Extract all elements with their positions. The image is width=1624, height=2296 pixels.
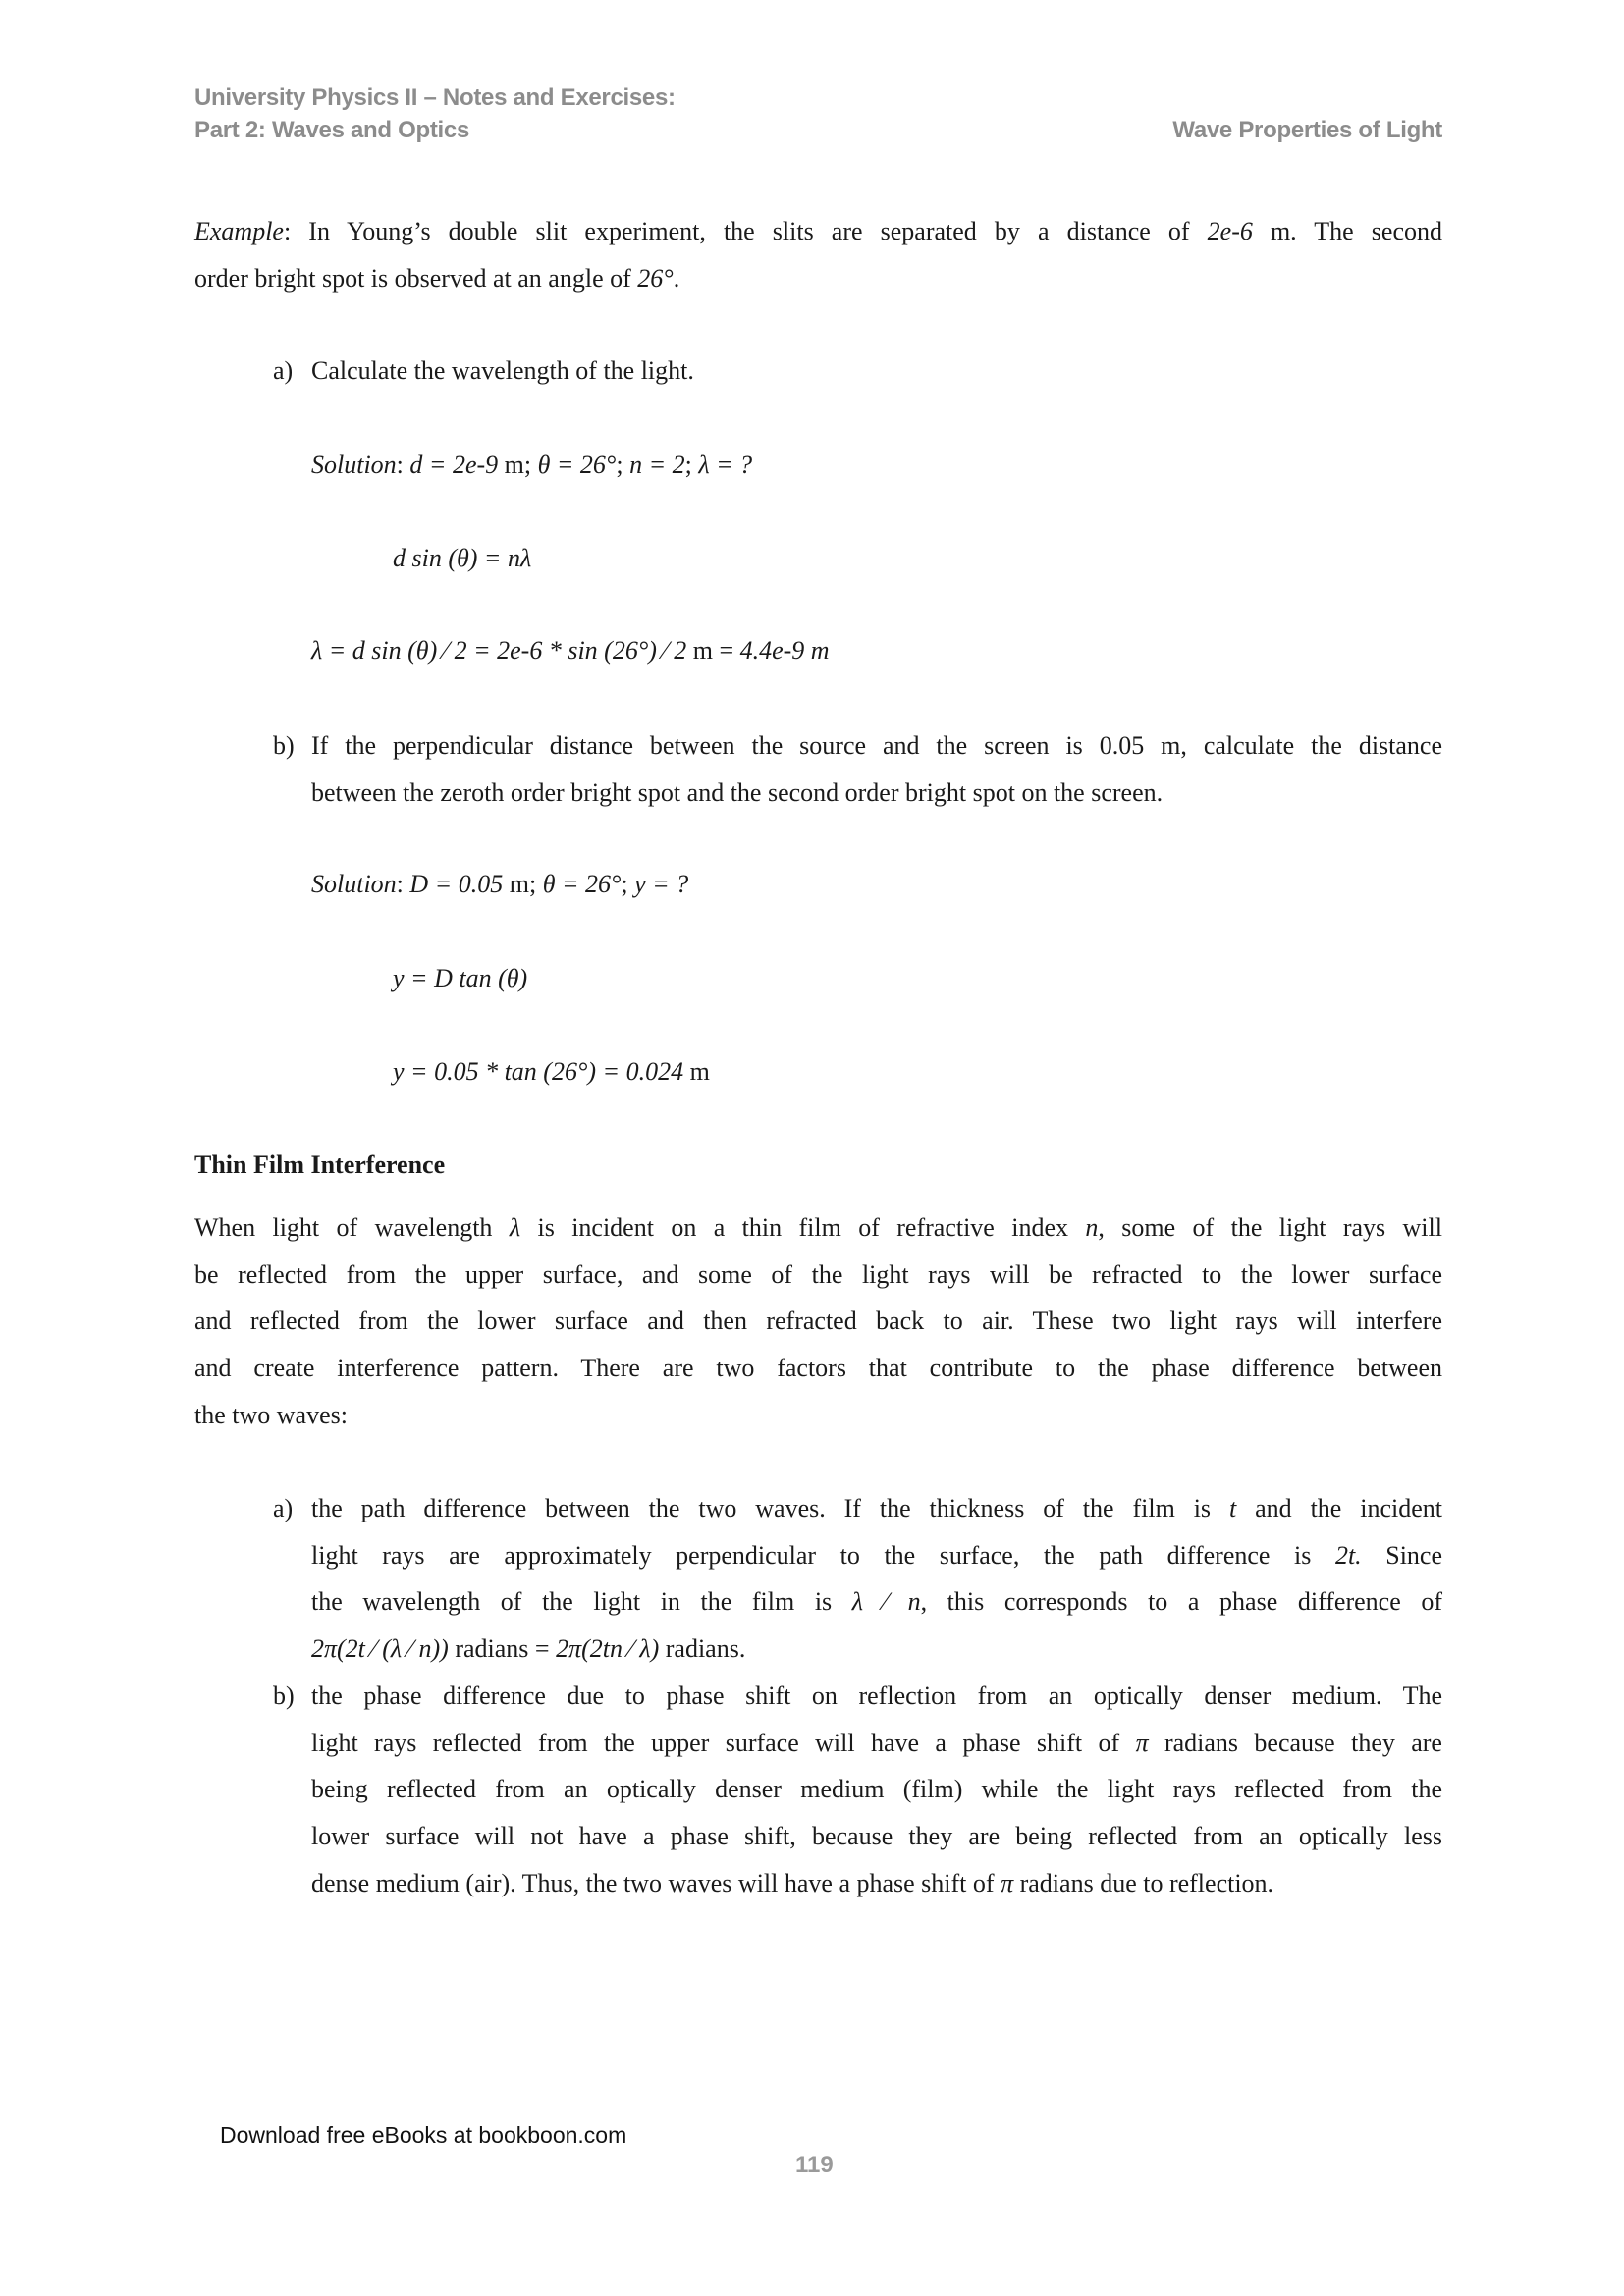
- list-label: b): [273, 731, 295, 760]
- text-line: [393, 955, 527, 1002]
- text-line: [194, 1298, 1442, 1345]
- text: the path difference between the two waves. If the thickness of the film is: [311, 1494, 1229, 1522]
- text: radians because they are: [1148, 1728, 1442, 1757]
- text-line: [311, 1532, 1442, 1579]
- italic-text: D = 0.05: [409, 870, 504, 898]
- text-line: [311, 442, 752, 489]
- factor-b: [273, 1673, 1442, 1906]
- bookboon-link[interactable]: Download free eBooks at bookboon.com: [220, 2122, 627, 2148]
- text-line: [311, 770, 1442, 817]
- text-line: [194, 1252, 1442, 1299]
- italic-text: Solution: [311, 451, 397, 479]
- italic-text: θ = 26°: [537, 451, 617, 479]
- text: m;: [503, 870, 543, 898]
- text-line: [311, 1860, 1442, 1907]
- text: the two waves:: [194, 1400, 348, 1429]
- text: : In Young’s double slit experiment, the slits are separated by a distance of: [283, 217, 1208, 245]
- text: be reflected from the upper surface, and some of the light rays will be refracted to the lower surface: [194, 1259, 1442, 1289]
- text: m: [683, 1057, 710, 1086]
- italic-text: d sin (θ) = nλ: [393, 544, 532, 572]
- text: ;: [616, 451, 630, 479]
- text: :: [396, 451, 410, 479]
- text: radians.: [659, 1634, 746, 1664]
- italic-text: y = ?: [634, 870, 689, 898]
- text: , this corresponds to a phase difference of: [920, 1587, 1442, 1617]
- text: When light of wavelength: [194, 1213, 510, 1242]
- text: :: [396, 870, 410, 898]
- part-b-question: [273, 722, 1442, 816]
- text-line: [311, 347, 1442, 395]
- text: m. The second: [1252, 217, 1443, 245]
- text: ;: [684, 451, 699, 479]
- text: Calculate the wavelength of the light.: [311, 356, 694, 385]
- text: light rays are approximately perpendicular to the surface, the path difference is: [311, 1540, 1335, 1570]
- text: the phase difference due to phase shift on reflection from an optically denser medium. The: [311, 1682, 1442, 1710]
- italic-text: π: [1135, 1728, 1149, 1757]
- chapter-title: Wave Properties of Light: [1172, 117, 1442, 143]
- italic-text: λ: [509, 1213, 521, 1242]
- section-heading: Thin Film Interference: [194, 1150, 446, 1179]
- italic-text: t: [1228, 1494, 1237, 1522]
- italic-text: λ = ?: [698, 451, 753, 479]
- text: and reflected from the lower surface and then refracted back to air. These two light rays will interfere: [194, 1307, 1442, 1336]
- text: Since: [1361, 1540, 1443, 1570]
- text-line: [311, 1673, 1442, 1720]
- italic-text: 26°: [637, 263, 674, 293]
- text-line: [194, 1392, 1442, 1439]
- part-a-question: [273, 347, 1442, 395]
- part-a-equation-2: [311, 627, 830, 674]
- italic-text: n: [1085, 1213, 1099, 1242]
- italic-text: λ ⁄ n: [851, 1587, 921, 1617]
- text-line: [311, 1720, 1442, 1767]
- text-line: [194, 1204, 1442, 1252]
- text: between the zeroth order bright spot and the second order bright spot on the screen.: [311, 777, 1164, 807]
- page-number: 119: [795, 2152, 834, 2178]
- italic-text: n = 2: [629, 451, 685, 479]
- text-line: [311, 1626, 1442, 1673]
- intro-paragraph: [194, 1204, 1442, 1438]
- text-line: [311, 1813, 1442, 1860]
- text: being reflected from an optically denser medium (film) while the light rays reflected from the: [311, 1775, 1442, 1804]
- text: dense medium (air). Thus, the two waves will have a phase shift of: [311, 1868, 1001, 1897]
- list-label: a): [273, 1494, 294, 1522]
- list-label: a): [273, 356, 294, 385]
- text: If the perpendicular distance between the source and the screen is 0.05 m, calculate the distance: [311, 731, 1442, 760]
- text: , some of the light rays will: [1098, 1213, 1442, 1242]
- text-line: [311, 1578, 1442, 1626]
- text-line: [311, 861, 688, 908]
- factor-a: [273, 1485, 1443, 1673]
- text-line: [311, 627, 830, 674]
- italic-text: Example: [194, 217, 284, 245]
- part-a-solution: [311, 442, 752, 489]
- part-b-equation-1: [393, 955, 527, 1002]
- italic-text: y = 0.05 * tan (26°) = 0.024: [393, 1057, 684, 1086]
- italic-text: λ = d sin (θ) ⁄ 2 = 2e-6 * sin (26°) ⁄ 2: [311, 636, 687, 665]
- text-line: [194, 208, 1442, 255]
- italic-text: 2π(2t ⁄ (λ ⁄ n)): [311, 1634, 449, 1664]
- italic-text: π: [1001, 1868, 1014, 1897]
- part-b-equation-2: [393, 1048, 710, 1095]
- text-line: [194, 255, 1442, 302]
- example-paragraph: [194, 208, 1442, 301]
- text-line: [393, 535, 531, 582]
- part-title: Part 2: Waves and Optics: [194, 117, 470, 143]
- text: .: [673, 263, 680, 293]
- text: m =: [686, 636, 740, 665]
- text: is incident on a thin film of refractive index: [520, 1213, 1086, 1242]
- italic-text: 2t.: [1334, 1540, 1362, 1570]
- italic-text: d = 2e-9: [409, 451, 499, 479]
- text-line: [311, 1485, 1442, 1532]
- italic-text: 4.4e-9 m: [739, 636, 830, 665]
- list-label: b): [273, 1682, 295, 1710]
- text-line: [194, 1345, 1442, 1392]
- part-b-solution: [311, 861, 688, 908]
- italic-text: y = D tan (θ): [393, 964, 528, 992]
- text: and create interference pattern. There are two factors that contribute to the phase difference between: [194, 1354, 1442, 1383]
- text-line: [311, 722, 1442, 770]
- italic-text: θ = 26°: [542, 870, 622, 898]
- italic-text: Solution: [311, 870, 397, 898]
- text: order bright spot is observed at an angle of: [194, 263, 638, 293]
- text: radians due to reflection.: [1013, 1868, 1274, 1897]
- part-a-equation-1: [393, 535, 531, 582]
- text: light rays reflected from the upper surface will have a phase shift of: [311, 1728, 1136, 1757]
- italic-text: 2e-6: [1207, 217, 1253, 245]
- text: m;: [498, 451, 538, 479]
- book-title: University Physics II – Notes and Exercises:: [194, 84, 676, 111]
- text: lower surface will not have a phase shift, because they are being reflected from an optically less: [311, 1822, 1442, 1851]
- text: and the incident: [1236, 1494, 1442, 1522]
- text-line: [393, 1048, 710, 1095]
- italic-text: 2π(2tn ⁄ λ): [556, 1634, 660, 1664]
- text: ;: [621, 870, 635, 898]
- text-line: [311, 1766, 1442, 1813]
- text: the wavelength of the light in the film is: [311, 1587, 852, 1617]
- text: radians =: [448, 1634, 557, 1664]
